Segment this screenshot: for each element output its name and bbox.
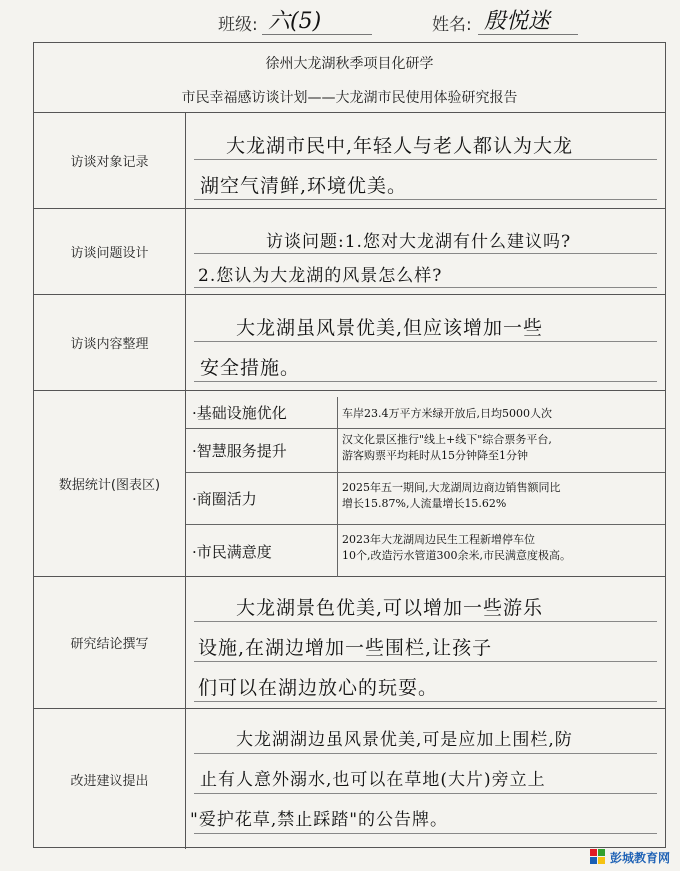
form-title-line1: 徐州大龙湖秋季项目化研学 [265, 56, 434, 72]
class-value: 六(5) [268, 9, 322, 34]
stat-value-line: 2025年五一期间,大龙湖周边商边销售额同比 [342, 481, 561, 494]
row-label: 访谈内容整理 [34, 295, 186, 390]
handwritten-line: 大龙湖湖边虽风景优美,可是应加上围栏,防 [236, 730, 573, 750]
stat-value-line: 游客购票平均耗时从15分钟降至1分钟 [342, 448, 528, 462]
stat-value-line: 2023年大龙湖周边民生工程新增停车位 [342, 533, 535, 546]
stat-key: ·商圈活力 [186, 473, 338, 524]
row-interview-content [34, 295, 665, 391]
site-watermark [590, 847, 670, 867]
handwritten-line: 2.您认为大龙湖的风景怎么样? [198, 266, 443, 286]
row-label: 访谈问题设计 [34, 209, 186, 294]
stat-row [186, 525, 665, 577]
ruled-line [194, 833, 657, 834]
ruled-line [194, 199, 657, 200]
stat-value-line: 10个,改造污水管道300余米,市民满意度极高。 [342, 548, 571, 562]
name-label: 姓名: [432, 15, 472, 35]
row-label: 改进建议提出 [34, 709, 186, 849]
row-research-conclusion [34, 577, 665, 709]
stat-row [186, 473, 665, 525]
row-label: 数据统计(图表区) [34, 391, 186, 576]
stat-key: ·市民满意度 [186, 525, 338, 577]
ruled-line [194, 661, 657, 662]
handwritten-line: 设施,在湖边增加一些围栏,让孩子 [198, 637, 493, 659]
row-question-design [34, 209, 665, 295]
handwritten-line: 大龙湖虽风景优美,但应该增加一些 [236, 317, 544, 339]
class-label: 班级: [218, 15, 258, 35]
handwritten-line: 止有人意外溺水,也可以在草地(大片)旁立上 [200, 770, 546, 790]
stat-row [186, 429, 665, 473]
stat-key: ·智慧服务提升 [186, 429, 338, 472]
stat-value [338, 429, 665, 472]
ruled-line [194, 753, 657, 754]
ruled-line [194, 159, 657, 160]
stat-value [338, 525, 665, 577]
watermark-text: 彭城教育网 [609, 850, 670, 865]
student-info-header [0, 0, 680, 42]
handwritten-line: 安全措施。 [200, 357, 301, 379]
row-content [186, 113, 665, 208]
ruled-line [194, 621, 657, 622]
handwritten-line: 大龙湖景色优美,可以增加一些游乐 [236, 597, 544, 619]
ruled-line [194, 381, 657, 382]
handwritten-line: 大龙湖市民中,年轻人与老人都认为大龙 [226, 135, 574, 157]
report-form [33, 42, 666, 848]
stat-value-line: 车岸23.4万平方米绿开放后,日均5000人次 [342, 407, 552, 420]
handwritten-line: 湖空气清鲜,环境优美。 [200, 175, 408, 197]
ruled-line [194, 701, 657, 702]
handwritten-line: "爱护花草,禁止踩踏"的公告牌。 [190, 810, 449, 830]
stat-value-line: 增长15.87%,人流量增长15.62% [342, 496, 507, 510]
row-label: 访谈对象记录 [34, 113, 186, 208]
row-content [186, 577, 665, 708]
name-underline [478, 34, 578, 35]
row-content [186, 295, 665, 390]
stat-value [338, 397, 665, 428]
ruled-line [194, 253, 657, 254]
name-value: 殷悦迷 [484, 9, 551, 34]
class-underline [262, 34, 372, 35]
form-title-line2: 市民幸福感访谈计划——大龙湖市民使用体验研究报告 [181, 90, 518, 106]
stat-value-line: 汉文化景区推行"线上+线下"综合票务平台, [342, 433, 552, 446]
row-data-statistics [34, 391, 665, 577]
handwritten-line: 们可以在湖边放心的玩耍。 [198, 677, 439, 699]
stat-value [338, 473, 665, 524]
ruled-line [194, 793, 657, 794]
watermark-logo-icon [590, 849, 606, 865]
handwritten-line: 访谈问题:1.您对大龙湖有什么建议吗? [266, 232, 572, 252]
stats-table [186, 391, 665, 576]
ruled-line [194, 287, 657, 288]
row-interview-record [34, 113, 665, 209]
row-content [186, 209, 665, 294]
stat-row [186, 397, 665, 429]
stat-key: ·基础设施优化 [186, 397, 338, 428]
row-label: 研究结论撰写 [34, 577, 186, 708]
form-title [34, 43, 665, 113]
ruled-line [194, 341, 657, 342]
row-content [186, 709, 665, 849]
row-improvement-suggestion [34, 709, 665, 849]
